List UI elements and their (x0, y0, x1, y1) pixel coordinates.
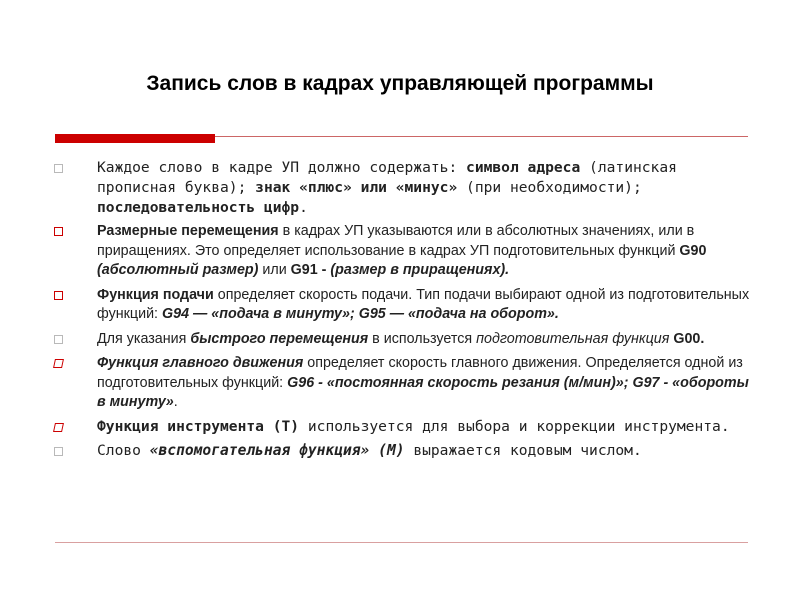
bullet-list (52, 158, 752, 461)
hollow-square-bullet-icon (54, 291, 63, 300)
list-item: Слово «вспомогательная функция» (М) выражается кодовым числом. (52, 441, 752, 461)
hollow-square-bullet-icon (54, 335, 63, 344)
hollow-square-bullet-icon (53, 423, 64, 432)
title-accent-bar (55, 134, 215, 143)
list-item: Функция инструмента (Т) используется для выбора и коррекции инструмента. (52, 417, 752, 437)
list-item: Функция главного движения определяет скорость главного движения. Определяется одной из подготовительных функций: G96 - «постоянная скорость резания (м/мин)»; G97 - «обороты в минуту». (52, 354, 752, 413)
slide-title: Запись слов в кадрах управляющей программы (146, 72, 654, 95)
hollow-square-bullet-icon (54, 164, 63, 173)
hollow-square-bullet-icon (54, 447, 63, 456)
title-divider (215, 136, 748, 137)
bottom-divider (55, 542, 748, 543)
list-item: Каждое слово в кадре УП должно содержать: символ адреса (латинская прописная буква); знак «плюс» или «минус» (при необходимости); последовательность цифр. (52, 158, 752, 218)
list-item: Размерные перемещения в кадрах УП указываются или в абсолютных значениях, или в приращениях. Это определяет использование в кадрах УП подготовительных функций G90 (абсолютный размер) или G91 - (размер в приращениях). (52, 222, 752, 281)
list-item: Для указания быстрого перемещения в используется подготовительная функция G00. (52, 330, 752, 350)
list-item: Функция подачи определяет скорость подачи. Тип подачи выбирают одной из подготовительных функций: G94 — «подача в минуту»; G95 — «подача на оборот». (52, 286, 752, 325)
hollow-square-bullet-icon (53, 359, 64, 368)
hollow-square-bullet-icon (54, 227, 63, 236)
